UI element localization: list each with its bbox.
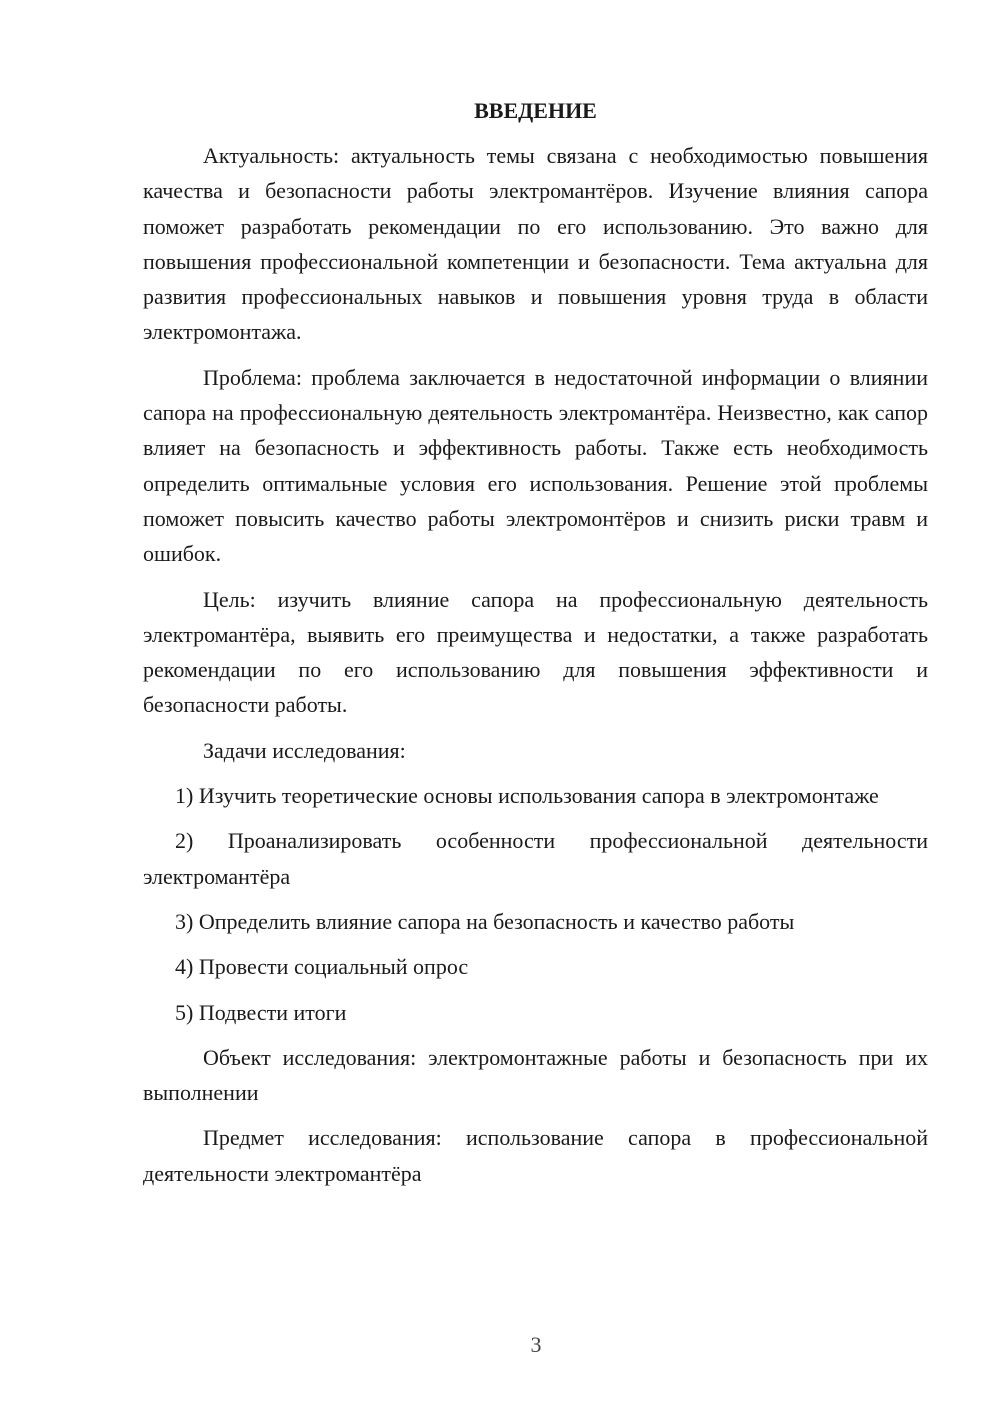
task-item-1: 1) Изучить теоретические основы использования сапора в электромонтаже	[175, 783, 879, 809]
goal-paragraph: Цель: изучить влияние сапора на профессиональную деятельность электромантёра, выявить его преимущества и недостатки, а также разработать рекомендации по его использованию для повышения эффективности и безопасности работы.	[143, 586, 928, 718]
tasks-list	[143, 778, 928, 1030]
task-item-4: 4) Провести социальный опрос	[175, 954, 469, 980]
page-number: 3	[530, 1332, 542, 1357]
subject-paragraph: Предмет исследования: использование сапора в профессиональной деятельности электромантёра	[143, 1125, 928, 1186]
problem-paragraph: Проблема: проблема заключается в недостаточной информации о влиянии сапора на профессиональную деятельность электромантёра. Неизвестно, как сапор влияет на безопасность и эффективность работы. Также есть необходимость определить оптимальные условия его использования. Решение этой проблемы поможет повысить качество работы электромонтёров и снизить риски травм и ошибок.	[143, 364, 928, 567]
page-content	[143, 96, 928, 1201]
section-heading: ВВЕДЕНИЕ	[474, 98, 597, 123]
task-item-5: 5) Подвести итоги	[175, 999, 347, 1025]
relevance-paragraph: Актуальность: актуальность темы связана с необходимостью повышения качества и безопасности работы электромантёров. Изучение влияния сапора поможет разработать рекомендации по его использованию. Это важно для повышения профессиональной компетенции и безопасности. Тема актуальна для развития профессиональных навыков и повышения уровня труда в области электромонтажа.	[143, 143, 928, 345]
object-paragraph: Объект исследования: электромонтажные работы и безопасность при их выполнении	[143, 1044, 928, 1106]
task-item-3: 3) Определить влияние сапора на безопасность и качество работы	[175, 908, 795, 934]
tasks-title: Задачи исследования:	[203, 737, 406, 763]
task-item-2: 2) Проанализировать особенности профессиональной деятельности электромантёра	[143, 828, 928, 889]
